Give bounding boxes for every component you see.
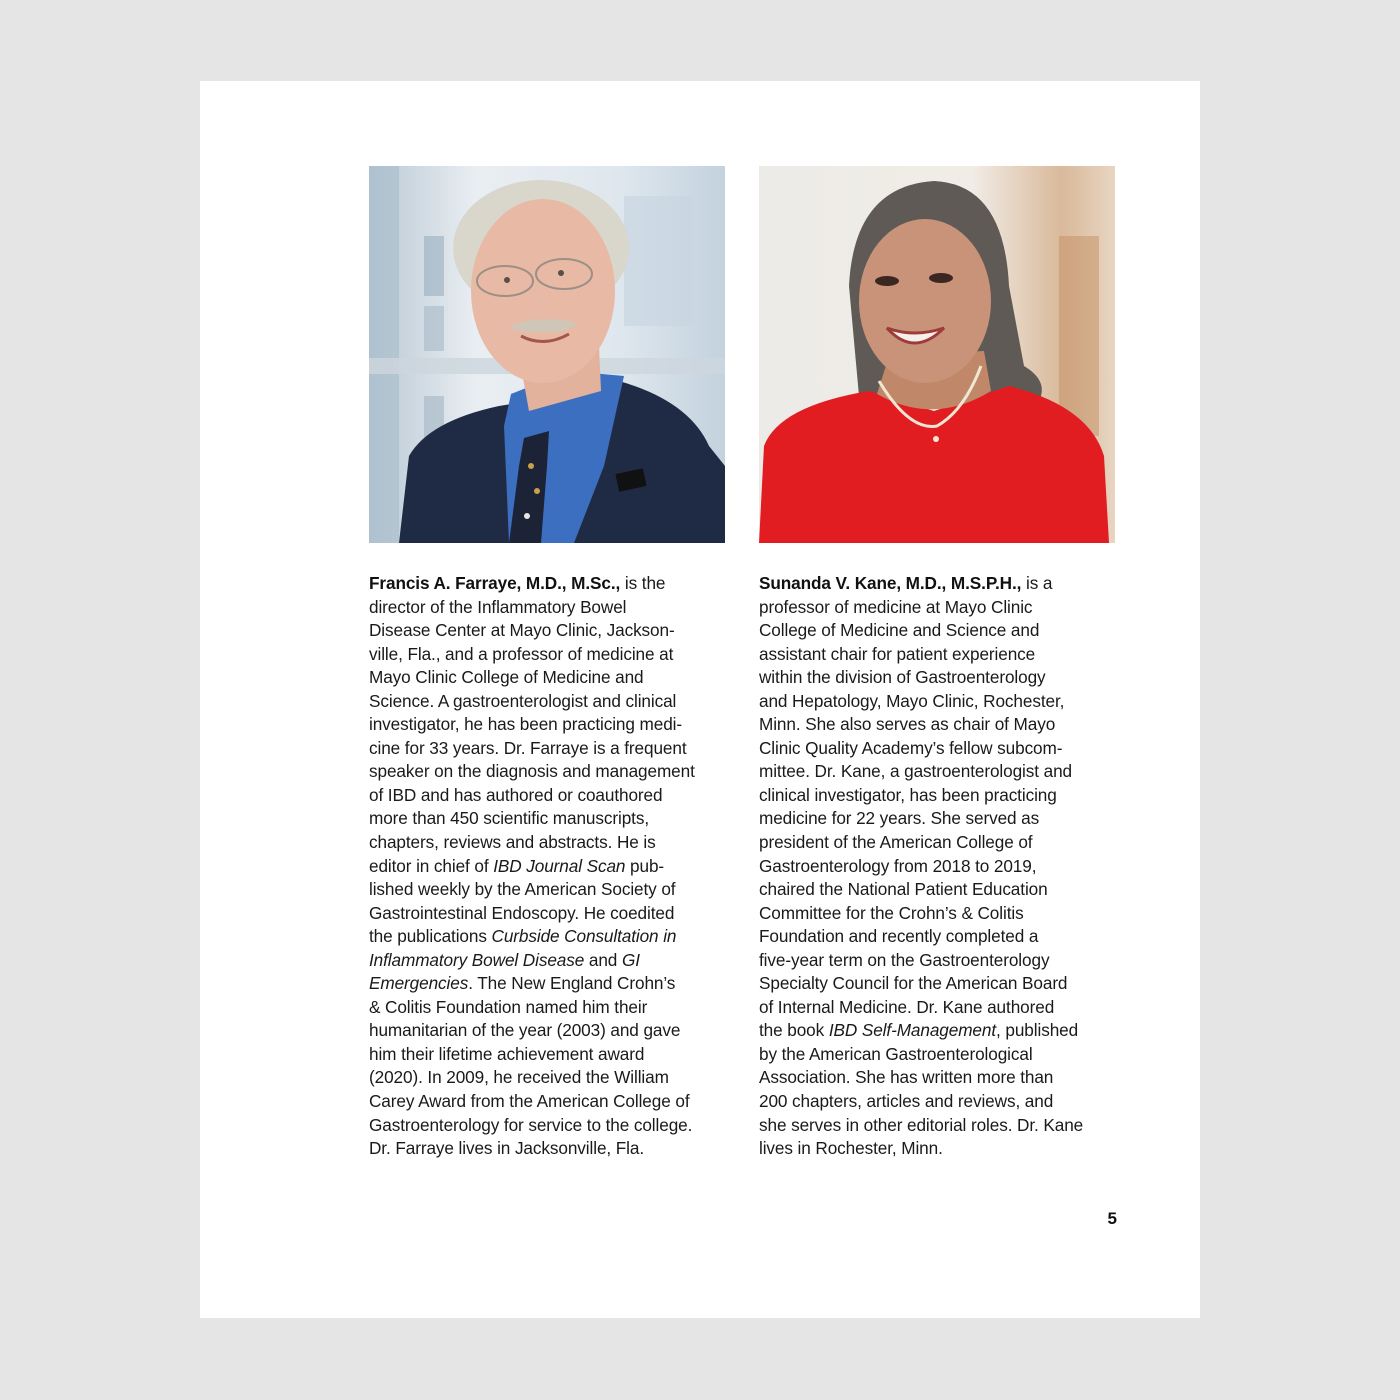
publication-title: Curbside Consultation in [491, 926, 677, 947]
bio-text: him their lifetime achievement award [369, 1043, 645, 1064]
bio-text: Committee for the Crohn’s & Colitis [759, 902, 1024, 923]
bio-text: and [584, 949, 622, 970]
bio-line [369, 878, 731, 902]
bio-kane [759, 572, 1121, 1161]
bio-text: Specialty Council for the American Board [759, 973, 1068, 994]
bio-line [369, 902, 731, 926]
bio-text: ville, Fla., and a professor of medicine at [369, 643, 674, 664]
bio-line [369, 1066, 731, 1090]
bio-text: cine for 33 years. Dr. Farraye is a frequent [369, 737, 687, 758]
bio-text: Science. A gastroenterologist and clinical [369, 690, 677, 711]
bio-line [369, 713, 731, 737]
bio-text: editor in chief of [369, 855, 494, 876]
bio-text: the book [759, 1020, 829, 1041]
bio-name: Francis A. Farraye, M.D., M.Sc., [369, 573, 621, 593]
bio-line [759, 1137, 1121, 1161]
bio-farraye [369, 572, 731, 1161]
bio-line [759, 855, 1121, 879]
bio-text: president of the American College of [759, 832, 1033, 853]
bio-line [369, 690, 731, 714]
publication-title: Inflammatory Bowel Disease [369, 949, 585, 970]
bio-line [369, 1114, 731, 1138]
bio-line [759, 1019, 1121, 1043]
bio-line [759, 666, 1121, 690]
bio-line [369, 760, 731, 784]
bio-text: investigator, he has been practicing medi- [369, 714, 682, 735]
document-page [200, 81, 1200, 1318]
bio-text: within the division of Gastroenterology [759, 667, 1046, 688]
bio-text: and Hepatology, Mayo Clinic, Rochester, [759, 690, 1065, 711]
bio-text: Clinic Quality Academy’s fellow subcom- [759, 737, 1063, 758]
bio-line [759, 784, 1121, 808]
bio-text: speaker on the diagnosis and management [369, 761, 695, 782]
bio-text: by the American Gastroenterological [759, 1043, 1033, 1064]
bio-line [759, 643, 1121, 667]
bio-text: . The New England Crohn’s [468, 973, 676, 994]
bio-text: Foundation and recently completed a [759, 926, 1039, 947]
bio-line [759, 760, 1121, 784]
page-number: 5 [1107, 1209, 1117, 1228]
publication-title: GI [621, 949, 640, 970]
bio-line [369, 831, 731, 855]
bio-text: Gastroenterology for service to the college. [369, 1114, 693, 1135]
bio-text: five-year term on the Gastroenterology [759, 949, 1050, 970]
bio-text: assistant chair for patient experience [759, 643, 1036, 664]
bio-text: pub- [625, 855, 665, 876]
bio-line [369, 1043, 731, 1067]
bio-line [369, 925, 731, 949]
bio-text: chapters, reviews and abstracts. He is [369, 832, 656, 853]
bio-text: is the [620, 573, 666, 593]
bio-text: Minn. She also serves as chair of Mayo [759, 714, 1056, 735]
bio-line [759, 878, 1121, 902]
bio-line [369, 666, 731, 690]
bio-line [369, 949, 731, 973]
portrait-photo-kane [759, 166, 1115, 543]
publication-title: IBD Self-Management [828, 1020, 997, 1041]
bio-line [369, 807, 731, 831]
portrait-image [369, 166, 725, 543]
publication-title: IBD Journal Scan [493, 855, 626, 876]
bio-line [759, 737, 1121, 761]
bio-text: Gastrointestinal Endoscopy. He coedited [369, 902, 675, 923]
bio-line [759, 1043, 1121, 1067]
bio-line [759, 831, 1121, 855]
bio-text: humanitarian of the year (2003) and gave [369, 1020, 681, 1041]
bio-line [759, 1066, 1121, 1090]
bio-text: is a [1021, 573, 1053, 593]
bio-text: lished weekly by the American Society of [369, 879, 676, 900]
bio-line [369, 855, 731, 879]
bio-text: clinical investigator, has been practicing [759, 784, 1057, 805]
bio-line [369, 784, 731, 808]
bio-text: 200 chapters, articles and reviews, and [759, 1091, 1054, 1112]
bio-text: chaired the National Patient Education [759, 879, 1048, 900]
bio-line [759, 713, 1121, 737]
bio-line [759, 619, 1121, 643]
bio-text: Gastroenterology from 2018 to 2019, [759, 855, 1037, 876]
bio-line [759, 807, 1121, 831]
bio-text: mittee. Dr. Kane, a gastroenterologist and [759, 761, 1072, 782]
bio-line [369, 996, 731, 1020]
bio-text: Dr. Farraye lives in Jacksonville, Fla. [369, 1138, 645, 1159]
bio-text: professor of medicine at Mayo Clinic [759, 596, 1033, 617]
portrait-photo-farraye [369, 166, 725, 543]
bio-text: Association. She has written more than [759, 1067, 1054, 1088]
bio-text: , published [996, 1020, 1079, 1041]
bio-line [759, 925, 1121, 949]
bio-line [369, 572, 731, 596]
bio-line [759, 972, 1121, 996]
bio-text: more than 450 scientific manuscripts, [369, 808, 650, 829]
portrait-image [759, 166, 1115, 543]
bio-line [369, 596, 731, 620]
bio-text: & Colitis Foundation named him their [369, 996, 648, 1017]
bio-line [759, 902, 1121, 926]
bio-text: director of the Inflammatory Bowel [369, 596, 627, 617]
bio-line [759, 1090, 1121, 1114]
bio-text: lives in Rochester, Minn. [759, 1138, 943, 1159]
bio-name: Sunanda V. Kane, M.D., M.S.P.H., [759, 573, 1022, 593]
bio-line [759, 949, 1121, 973]
bio-text: of Internal Medicine. Dr. Kane authored [759, 996, 1055, 1017]
bio-text: she serves in other editorial roles. Dr. Kane [759, 1114, 1084, 1135]
publication-title: Emergencies [369, 973, 469, 994]
bio-line [759, 996, 1121, 1020]
bio-line [369, 972, 731, 996]
bio-line [369, 737, 731, 761]
bio-text: Carey Award from the American College of [369, 1091, 690, 1112]
bio-line [369, 1137, 731, 1161]
bio-text: Disease Center at Mayo Clinic, Jackson- [369, 620, 675, 641]
bio-text: Mayo Clinic College of Medicine and [369, 667, 644, 688]
bio-text: medicine for 22 years. She served as [759, 808, 1040, 829]
bio-text: of IBD and has authored or coauthored [369, 784, 663, 805]
bio-text: (2020). In 2009, he received the William [369, 1067, 669, 1088]
bio-text: the publications [369, 926, 492, 947]
bio-line [369, 1019, 731, 1043]
bio-line [759, 572, 1121, 596]
bio-line [369, 1090, 731, 1114]
bio-line [759, 1114, 1121, 1138]
bio-line [369, 619, 731, 643]
bio-line [759, 690, 1121, 714]
bio-line [759, 596, 1121, 620]
bio-text: College of Medicine and Science and [759, 620, 1040, 641]
bio-line [369, 643, 731, 667]
